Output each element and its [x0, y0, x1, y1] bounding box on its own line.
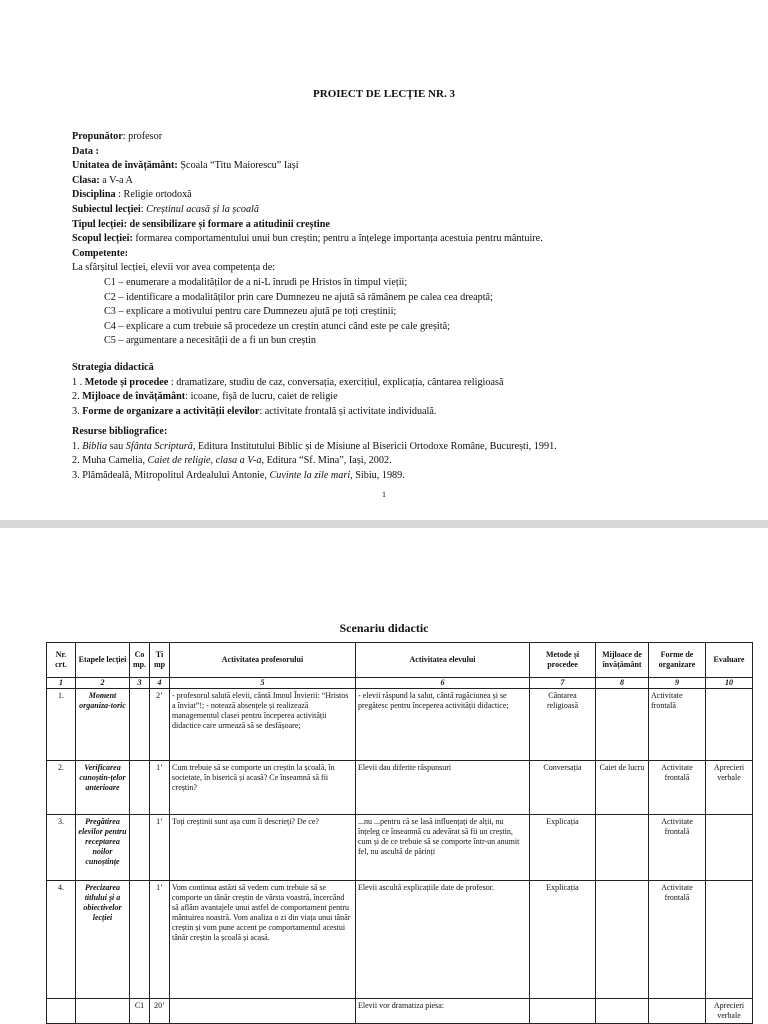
- row-evaluare: [706, 881, 753, 999]
- row-prof-activity: Cum trebuie să se comporte un creștin la școală, în societate, în biserică și acasă? Ce înseamnă să fii creștin?: [170, 761, 356, 815]
- col-number: 7: [530, 678, 596, 689]
- resursa-item: 1. Biblia sau Sfânta Scriptură, Editura Institutului Biblic și de Misiune al Bisericii Ortodoxe Române, București, 1991.: [72, 440, 557, 452]
- competente-heading: Competente:: [72, 247, 129, 259]
- header-etapele: Etapele lecției: [76, 643, 130, 678]
- col-number: 2: [76, 678, 130, 689]
- competenta-item: C3 – explicare a motivului pentru care Dumnezeu ajută pe toți creștinii;: [104, 306, 397, 318]
- row-etapa: Moment organiza-toric: [76, 689, 130, 761]
- data-line: Data :: [72, 145, 99, 157]
- row-timp: 2’: [150, 689, 170, 761]
- row-metode: [530, 999, 596, 1024]
- row-timp: 1’: [150, 881, 170, 999]
- competenta-item: C2 – identificare a modalităților prin care Dumnezeu ne ajută să rămânem pe calea cea dreaptă;: [104, 291, 493, 303]
- resursa-item: 3. Plămădeală, Mitropolitul Ardealului Antonie, Cuvinte la zile mari, Sibiu, 1989.: [72, 470, 405, 482]
- col-number: 9: [649, 678, 706, 689]
- row-mijloace: [596, 881, 649, 999]
- row-metode: Cântarea religioasă: [530, 689, 596, 761]
- col-number: 3: [130, 678, 150, 689]
- row-nr: 2.: [47, 761, 76, 815]
- resurse-heading: Resurse bibliografice:: [72, 426, 168, 438]
- header-comp: Co mp.: [130, 643, 150, 678]
- row-timp: 1’: [150, 815, 170, 881]
- row-comp: [130, 881, 150, 999]
- row-timp: 1’: [150, 761, 170, 815]
- row-evaluare: [706, 815, 753, 881]
- page-number: 1: [382, 490, 386, 499]
- row-evaluare: Aprecieri verbale: [706, 761, 753, 815]
- row-etapa: Pregătirea elevilor pentru receptarea noilor cunoștințe: [76, 815, 130, 881]
- row-mijloace: [596, 999, 649, 1024]
- col-number: 4: [150, 678, 170, 689]
- header-activitatea-profesorului: Activitatea profesorului: [170, 643, 356, 678]
- header-timp: Ti mp: [150, 643, 170, 678]
- row-nr: 3.: [47, 815, 76, 881]
- column-number-row: [47, 678, 753, 689]
- row-mijloace: [596, 689, 649, 761]
- col-number: 8: [596, 678, 649, 689]
- row-etapa: Verificarea cunoștin-țelor anterioare: [76, 761, 130, 815]
- table-row: [47, 815, 753, 881]
- header-activitatea-elevului: Activitatea elevului: [356, 643, 530, 678]
- row-comp: [130, 815, 150, 881]
- header-mijloace: Mijloace de învățământ: [596, 643, 649, 678]
- strategia-heading: Strategia didactică: [72, 361, 154, 373]
- clasa-line: Clasa: a V-a A: [72, 174, 133, 186]
- row-elev-activity: Elevii dau diferite răspunsuri: [356, 761, 530, 815]
- row-evaluare: [706, 689, 753, 761]
- propunator-line: Propunător: profesor: [72, 131, 163, 142]
- row-elev-activity: ...nu ...pentru că se lasă influențați de alții, nu înțeleg ce înseamnă cu adevărat să fii un creștin, cum și de ce trebuie să se comporte într-un anumit fel, nu ascultă de părinți: [356, 815, 530, 881]
- row-forme: [649, 999, 706, 1024]
- page-separator: [0, 520, 768, 528]
- row-mijloace: [596, 815, 649, 881]
- header-metode: Metode și procedee: [530, 643, 596, 678]
- table-row: [47, 761, 753, 815]
- header-nr: Nr. crt.: [47, 643, 76, 678]
- table-header-row: [47, 643, 753, 678]
- row-elev-activity: - elevii răspund la salut, cântă rugăciunea și se pregătesc pentru începerea activității didactice;: [356, 689, 530, 761]
- scenario-table: [46, 642, 753, 1024]
- row-metode: Explicația: [530, 881, 596, 999]
- row-comp: [130, 761, 150, 815]
- row-nr: 1.: [47, 689, 76, 761]
- row-etapa: Precizarea titlului și a obiectivelor lecției: [76, 881, 130, 999]
- row-metode: Conversația: [530, 761, 596, 815]
- competenta-item: C4 – explicare a cum trebuie să procedeze un creștin atunci când este pe cale greșită;: [104, 320, 450, 332]
- row-prof-activity: - profesorul salută elevii, cântă Imnul Învierii: “Hristos a înviat”!; - notează absențele și realizează managementul clasei pentru începerea activității didactice care urmează să se desfășoare;: [170, 689, 356, 761]
- lesson-info: [72, 130, 712, 484]
- row-elev-activity: Elevii vor dramatiza piesa:: [356, 999, 530, 1024]
- resursa-item: 2. Muha Camelia, Caiet de religie, clasa a V-a, Editura “Sf. Mina”, Iași, 2002.: [72, 455, 392, 467]
- strategia-item: 3. Forme de organizare a activității elevilor: activitate frontală și activitate individuală.: [72, 405, 437, 417]
- table-row: [47, 689, 753, 761]
- scenario-title: Scenariu didactic: [339, 621, 429, 635]
- header-evaluare: Evaluare: [706, 643, 753, 678]
- row-nr: 4.: [47, 881, 76, 999]
- row-forme: Activitate frontală: [649, 881, 706, 999]
- competente-intro: La sfârșitul lecției, elevii vor avea competența de:: [72, 262, 276, 274]
- row-elev-activity: Elevii ascultă explicațiile date de profesor.: [356, 881, 530, 999]
- row-etapa: [76, 999, 130, 1024]
- subiectul-line: Subiectul lecției: Creștinul acasă și la școală: [72, 203, 259, 215]
- row-evaluare: Aprecieri verbale: [706, 999, 753, 1024]
- disciplina-line: Disciplina : Religie ortodoxă: [72, 189, 192, 201]
- row-forme: Activitate frontală: [649, 761, 706, 815]
- col-number: 5: [170, 678, 356, 689]
- row-prof-activity: Toți creștinii sunt așa cum îi descrieți? De ce?: [170, 815, 356, 881]
- lesson-title: PROIECT DE LECȚIE NR. 3: [313, 88, 455, 100]
- strategia-item: 2. Mijloace de învățământ: icoane, fișă de lucru, caiet de religie: [72, 391, 338, 403]
- competenta-item: C5 – argumentare a necesității de a fi un bun creștin: [104, 335, 316, 347]
- competenta-item: C1 – enumerare a modalităților de a ni-L înrudi pe Hristos în timpul vieții;: [104, 276, 408, 288]
- row-timp: 20’: [150, 999, 170, 1024]
- row-forme: Activitate frontală: [649, 689, 706, 761]
- col-number: 1: [47, 678, 76, 689]
- row-comp: [130, 689, 150, 761]
- table-row: [47, 881, 753, 999]
- col-number: 10: [706, 678, 753, 689]
- row-metode: Explicația: [530, 815, 596, 881]
- row-prof-activity: [170, 999, 356, 1024]
- table-row: [47, 999, 753, 1024]
- row-comp: C1: [130, 999, 150, 1024]
- scopul-line: Scopul lecției: formarea comportamentului unui bun creștin; pentru a înțelege importanța acestuia pentru mântuire.: [72, 233, 543, 245]
- strategia-item: 1 . Metode și procedee : dramatizare, studiu de caz, conversația, exercițiul, explicația, cântarea religioasă: [72, 376, 504, 388]
- col-number: 6: [356, 678, 530, 689]
- unitatea-line: Unitatea de învățământ: Școala “Titu Maiorescu” Iași: [72, 160, 299, 172]
- row-forme: Activitate frontală: [649, 815, 706, 881]
- tipul-line: Tipul lecției: de sensibilizare și formare a atitudinii creștine: [72, 218, 330, 230]
- row-nr: [47, 999, 76, 1024]
- row-mijloace: Caiet de lucru: [596, 761, 649, 815]
- header-forme: Forme de organizare: [649, 643, 706, 678]
- row-prof-activity: Vom continua astăzi să vedem cum trebuie să se comporte un tânăr creștin de vârsta voastră, încercând să aflăm avantajele unui astfel de comportament pentru mântuirea noastră. Vom analiza o zi din viața unui tânăr creștin și vom pune accent pe comportamentul acestui tânăr creștin la școală și acasă.: [170, 881, 356, 999]
